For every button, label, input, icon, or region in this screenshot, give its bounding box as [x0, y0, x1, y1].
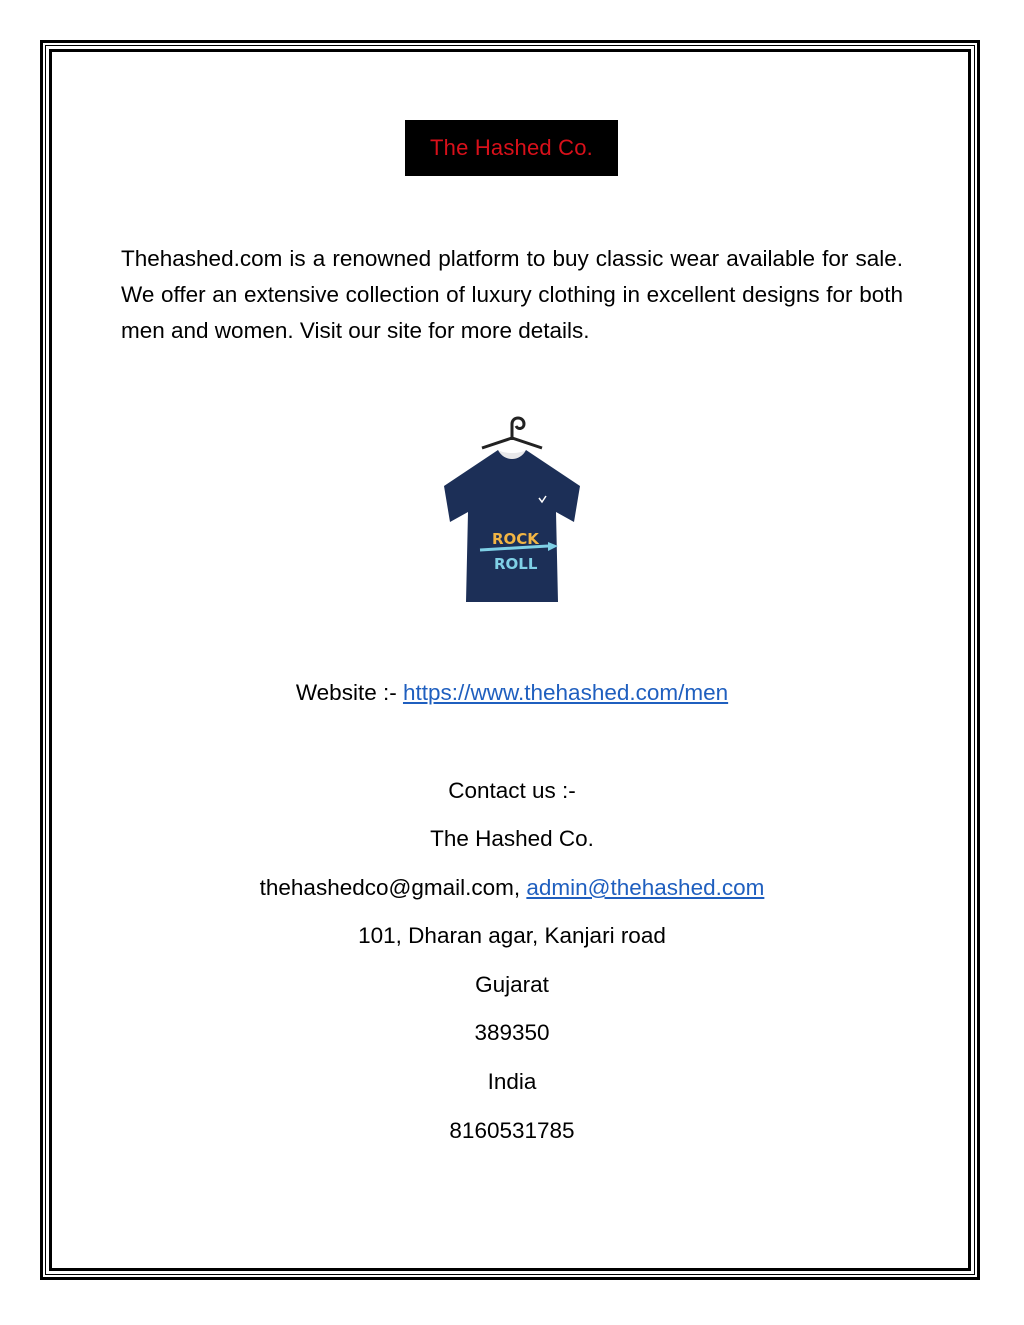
- email-primary: thehashedco@gmail.com,: [259, 875, 527, 900]
- pincode-line: 389350: [474, 1020, 550, 1045]
- address-line: 101, Dharan agar, Kanjari road: [358, 923, 666, 948]
- website-link[interactable]: https://www.thehashed.com/men: [402, 680, 729, 705]
- tshirt-image: [432, 402, 592, 607]
- brand-logo-text: The Hashed Co.: [430, 135, 593, 160]
- company-name: The Hashed Co.: [430, 826, 594, 851]
- tshirt-body: [444, 450, 580, 602]
- email-admin-link[interactable]: admin@thehashed.com: [526, 875, 765, 900]
- brand-logo: [405, 120, 618, 176]
- website-line: [100, 678, 924, 708]
- hanger-hook: [512, 418, 524, 440]
- print-text-line2: ROLL: [494, 555, 538, 573]
- country-line: India: [487, 1069, 537, 1094]
- email-line: [100, 873, 924, 903]
- contact-heading: Contact us :-: [448, 778, 576, 803]
- hanger-bar: [482, 438, 542, 448]
- phone-line: 8160531785: [449, 1118, 575, 1143]
- website-label: Website :-: [295, 680, 403, 705]
- state-line: Gujarat: [475, 972, 549, 997]
- print-text-line1: ROCK: [492, 530, 539, 548]
- intro-paragraph: Thehashed.com is a renowned platform to buy classic wear available for sale. We offer an extensive collection of luxury clothing in excellent designs for both men and women. Visit our site for more details.: [121, 246, 903, 343]
